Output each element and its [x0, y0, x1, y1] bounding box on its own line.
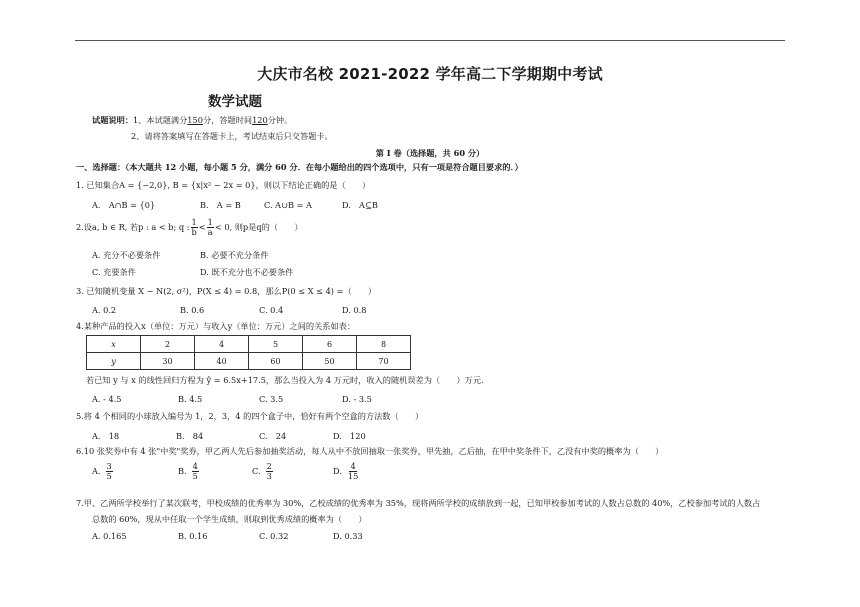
q1-option-a: A. A∩B = {0} [92, 200, 156, 210]
q1-option-b: B. A = B [200, 200, 241, 210]
q4-option-b: B. 4.5 [178, 394, 203, 404]
q1-stem: 1. 已知集合A = {−2,0}, B = {x|x² − 2x = 0}，则以下结论正确的是（ ） [76, 180, 371, 190]
q3-option-d: D. 0.8 [342, 305, 367, 315]
q7-option-a: A. 0.165 [92, 531, 127, 541]
q6-option-b: B. $\frac{4}{5}$ [178, 461, 198, 481]
q7-stem-line-2: 总数的 60%，现从中任取一个学生成绩，则取到优秀成绩的概率为（ ） [92, 514, 367, 524]
table-cell: 30 [141, 353, 195, 370]
table-row [87, 353, 411, 370]
q3-option-c: C. 0.4 [259, 305, 284, 315]
q5-stem: 5.将 4 个相同的小球放入编号为 1，2，3，4 的四个盒子中，恰好有两个空盒的方法数（ ） [76, 411, 424, 421]
full-score: 150 [187, 115, 203, 125]
table-header-x: x [87, 336, 141, 353]
q7-option-b: B. 0.16 [178, 531, 208, 541]
table-cell: 2 [141, 336, 195, 353]
table-cell: 5 [249, 336, 303, 353]
table-cell: 4 [195, 336, 249, 353]
volume-heading: 第 I 卷（选择题，共 60 分） [375, 148, 485, 158]
table-header-y: y [87, 353, 141, 370]
q3-option-b: B. 0.6 [180, 305, 205, 315]
q5-option-a: A. 18 [92, 431, 120, 441]
exam-duration: 120 [252, 115, 268, 125]
q7-option-d: D. 0.33 [333, 531, 363, 541]
q1-option-c: C. A∪B = A [264, 200, 312, 210]
q6-option-a: A. $\frac{3}{5}$ [92, 461, 112, 481]
q2-option-d: D. 既不充分也不必要条件 [200, 267, 294, 277]
exam-subject: 数学试题 [208, 94, 262, 110]
q2-fraction-1: $\frac{1}{b}$ [191, 217, 197, 237]
q2-option-b: B. 必要不充分条件 [200, 250, 269, 260]
instructions-line-1: 试题说明：1、本试题满分150分，答题时间120分钟。 [92, 115, 293, 125]
q1-option-d: D. A⊆B [342, 200, 378, 210]
q5-option-b: B. 84 [176, 431, 204, 441]
q6-option-c: C. $\frac{2}{3}$ [252, 461, 272, 481]
table-cell: 8 [357, 336, 411, 353]
table-cell: 50 [303, 353, 357, 370]
q6-stem: 6.10 张奖券中有 4 张"中奖"奖券，甲乙两人先后参加抽奖活动，每人从中不放回抽取一张奖券，甲先抽，乙后抽，在甲中奖条件下，乙没有中奖的概率为（ ） [76, 446, 664, 456]
q3-stem: 3. 已知随机变量 X ~ N(2, σ²)，P(X ≤ 4) = 0.8，那么P(0 ≤ X ≤ 4) =（ ） [76, 286, 377, 296]
q5-option-c: C. 24 [259, 431, 287, 441]
q4-stem: 4.某种产品的投入x（单位：万元）与收入y（单位：万元）之间的关系如表： [76, 321, 356, 331]
q4-option-d: D. - 3.5 [342, 394, 372, 404]
q4-option-a: A. - 4.5 [92, 394, 122, 404]
q5-option-d: D. 120 [333, 431, 366, 441]
q2-fraction-2: $\frac{1}{a}$ [207, 217, 213, 237]
q7-option-c: C. 0.32 [259, 531, 289, 541]
q4-option-c: C. 3.5 [259, 394, 284, 404]
q7-stem-line-1: 7.甲、乙两所学校举行了某次联考，甲校成绩的优秀率为 30%，乙校成绩的优秀率为 35%，现将两所学校的成绩放到一起，已知甲校参加考试的人数占总数的 40%，乙校参加考试的人数占 [76, 498, 761, 508]
table-cell: 70 [357, 353, 411, 370]
table-cell: 60 [249, 353, 303, 370]
header-rule [75, 40, 785, 41]
section-heading: 一、选择题：（本大题共 12 小题，每小题 5 分，满分 60 分．在每小题给出的四个选项中，只有一项是符合题目要求的．） [76, 162, 523, 172]
table-cell: 40 [195, 353, 249, 370]
q3-option-a: A. 0.2 [92, 305, 117, 315]
instructions-line-2: 2、请将答案填写在答题卡上，考试结束后只交答题卡。 [131, 131, 333, 141]
q4-data-table [86, 335, 411, 370]
instructions-label: 试题说明： [92, 115, 133, 125]
exam-title: 大庆市名校 2021-2022 学年高二下学期期中考试 [257, 65, 603, 83]
q2-stem: 2.设a, b ∈ R, 若p : a < b; q : $\frac{1}{b}$ < $\frac{1}{a}$ < 0, 则p是q的（ ） [76, 217, 303, 237]
table-cell: 6 [303, 336, 357, 353]
q2-option-a: A. 充分不必要条件 [92, 250, 161, 260]
table-row [87, 336, 411, 353]
q4-follow-up: 若已知 y 与 x 的线性回归方程为 ŷ = 6.5x+17.5，那么当投入为 4 万元时，收入的随机误差为（ ）万元. [86, 375, 484, 385]
q6-option-d: D. $\frac{4}{15}$ [333, 461, 359, 481]
q2-option-c: C. 充要条件 [92, 267, 136, 277]
